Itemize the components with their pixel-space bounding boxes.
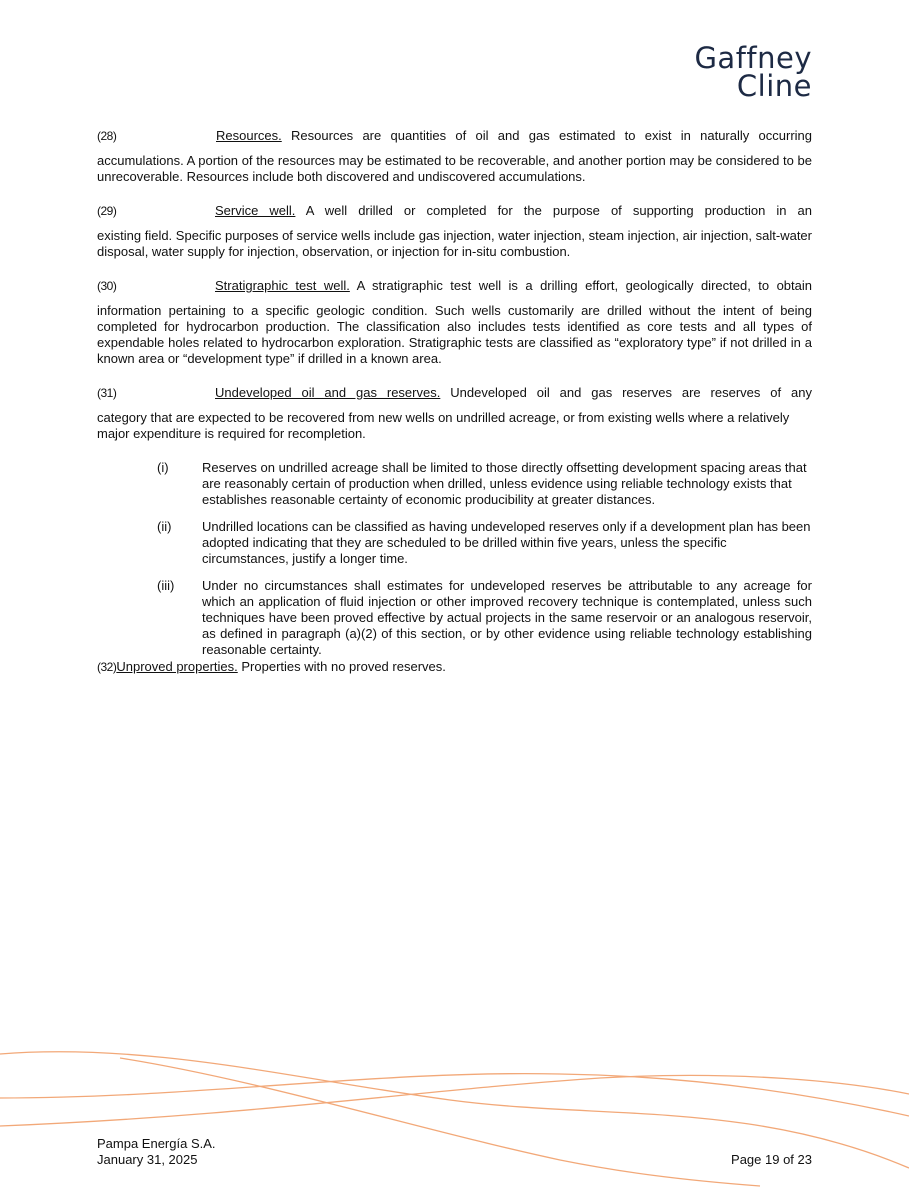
- definition-number: (28): [97, 129, 117, 143]
- definition-heading-text: A stratigraphic test well is a drilling effort, geologically directed, to obtain: [356, 278, 812, 293]
- definition-term: Unproved properties.: [116, 659, 238, 674]
- definition-30: [97, 278, 812, 367]
- definition-text: existing field. Specific purposes of service wells include gas injection, water injection, steam injection, air injection, salt-water disposal, water supply for injection, observation, or injection for in-situ combustion.: [97, 228, 812, 259]
- definition-term: Stratigraphic test well.: [215, 278, 350, 293]
- definition-text: category that are expected to be recovered from new wells on undrilled acreage, or from existing wells where a relatively major expenditure is required for recompletion.: [97, 410, 790, 441]
- footer-date: January 31, 2025: [97, 1152, 198, 1167]
- definition-32: [97, 659, 812, 675]
- document-body: [97, 128, 812, 675]
- logo-line-2: Cline: [736, 69, 812, 103]
- definition-heading-text: Resources are quantities of oil and gas estimated to exist in naturally occurring: [291, 128, 812, 143]
- definition-28: [97, 128, 812, 185]
- definition-term: Service well.: [215, 203, 296, 218]
- definition-number: (32): [97, 660, 117, 674]
- definition-number: (30): [97, 279, 117, 293]
- definition-text: accumulations. A portion of the resources may be estimated to be recoverable, and another portion may be considered to be unrecoverable. Resources include both discovered and undiscovered accumulations.: [97, 153, 812, 184]
- page-footer: [97, 1136, 812, 1168]
- footer-company: Pampa Energía S.A.: [97, 1136, 216, 1151]
- list-item: [157, 519, 812, 567]
- definition-number: (31): [97, 386, 117, 400]
- definition-text: Properties with no proved reserves.: [241, 659, 446, 674]
- logo-line-1: Gaffney: [694, 41, 812, 75]
- subitem-list: [97, 460, 812, 658]
- list-item-number: (iii): [157, 578, 175, 593]
- list-item-text: Reserves on undrilled acreage shall be limited to those directly offsetting development spacing areas that are reasonably certain of production when drilled, unless evidence using reliable technology exists that establishes reasonable certainty of economic producibility at greater distances.: [202, 460, 807, 507]
- list-item-number: (i): [157, 460, 169, 475]
- list-item: [157, 578, 812, 658]
- definition-29: [97, 203, 812, 260]
- definition-heading-text: Undeveloped oil and gas reserves are reserves of any: [450, 385, 812, 400]
- definition-number: (29): [97, 204, 117, 218]
- list-item-text: Undrilled locations can be classified as having undeveloped reserves only if a development plan has been adopted indicating that they are scheduled to be drilled within five years, unless the specific circumstances, justify a longer time.: [202, 519, 811, 566]
- page-number: Page 19 of 23: [731, 1152, 812, 1167]
- definition-term: Resources.: [216, 128, 282, 143]
- definition-31: [97, 385, 812, 442]
- list-item-number: (ii): [157, 519, 172, 534]
- definition-text: information pertaining to a specific geologic condition. Such wells customarily are drilled without the intent of being completed for hydrocarbon production. The classification also includes tests identified as core tests and all types of expendable holes related to hydrocarbon exploration. Stratigraphic tests are classified as “exploratory type” if not drilled in a known area or “development type” if drilled in a known area.: [97, 303, 812, 366]
- list-item-text: Under no circumstances shall estimates for undeveloped reserves be attributable to any acreage for which an application of fluid injection or other improved recovery technique is contemplated, unless such techniques have been proved effective by actual projects in the same reservoir or an analogous reservoir, as defined in paragraph (a)(2) of this section, or by other evidence using reliable technology establishing reasonable certainty.: [202, 578, 812, 657]
- definition-term: Undeveloped oil and gas reserves.: [215, 385, 441, 400]
- list-item: [157, 460, 812, 508]
- definition-heading-text: A well drilled or completed for the purpose of supporting production in an: [305, 203, 812, 218]
- gaffney-cline-logo: [694, 41, 812, 103]
